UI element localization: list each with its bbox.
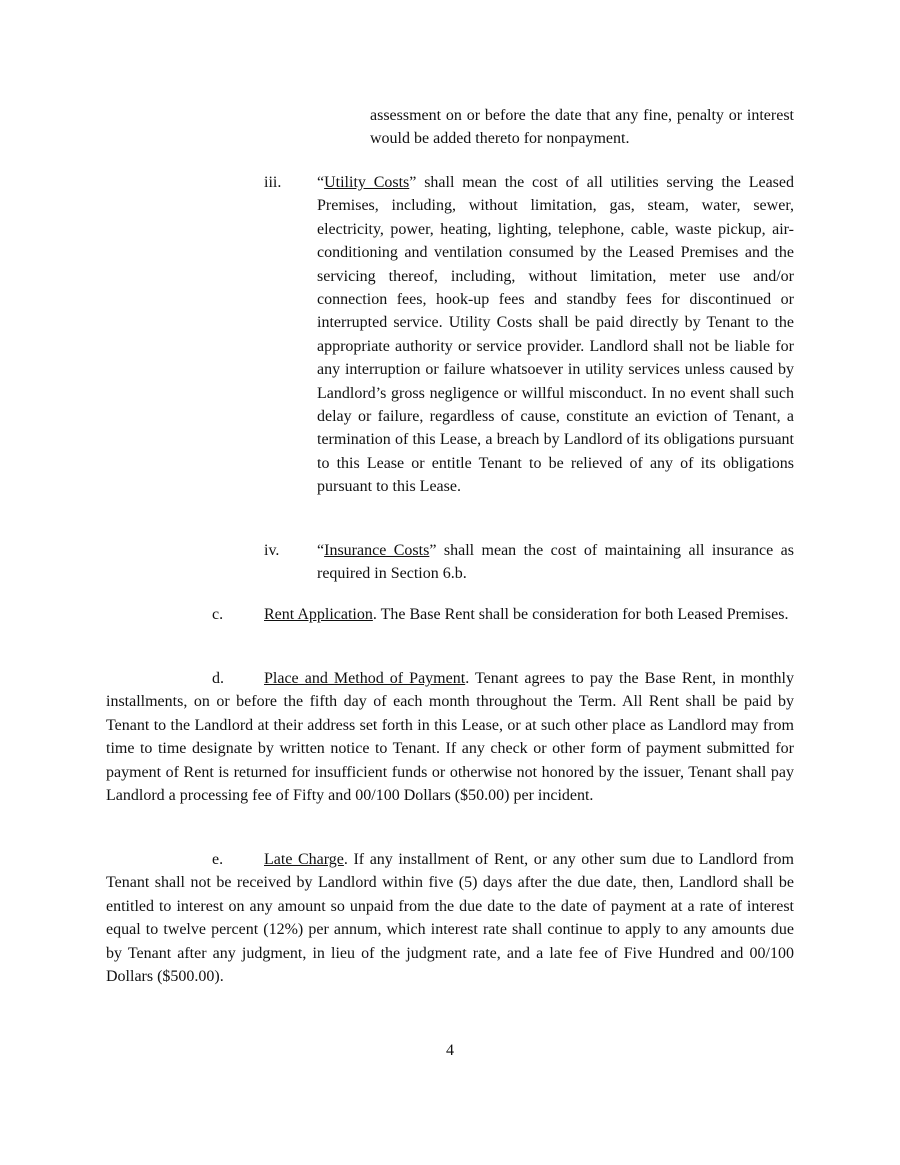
item-iv-insurance-costs xyxy=(317,539,794,586)
item-iii-utility-costs xyxy=(317,171,794,499)
item-iv-numeral: iv. xyxy=(264,542,280,559)
page-number: 4 xyxy=(446,1042,454,1059)
defined-term-utility-costs: Utility Costs xyxy=(324,174,410,191)
paragraph-e-body: . If any installment of Rent, or any other sum due to Landlord from Tenant shall not be received by Landlord within five (5) days after the due date, then, Landlord shall be entitled to interest on any amount so unpaid from the due date to the date of payment at a rate of interest equal to twelve percent (12%) per annum, which interest rate shall continue to apply to any amounts due by Tenant after any judgment, in lieu of the judgment rate, and a late fee of Five Hundred and 00/100 Dollars ($500.00). xyxy=(106,851,794,986)
continuation-text: assessment on or before the date that any fine, penalty or interest would be added thereto for nonpayment. xyxy=(370,107,794,148)
paragraph-e-letter: e. xyxy=(212,851,224,868)
open-quote: “ xyxy=(317,542,325,559)
paragraph-c-letter: c. xyxy=(212,606,224,623)
paragraph-c-body: . The Base Rent shall be consideration for both Leased Premises. xyxy=(372,606,789,623)
item-iii-body: ” shall mean the cost of all utilities serving the Leased Premises, including, without limitation, gas, steam, water, sewer, electricity, power, heating, lighting, telephone, cable, waste pickup, air-conditioning and ventilation consumed by the Leased Premises and the servicing thereof, including, without limitation, meter use and/or connection fees, hook-up fees and standby fees for discontinued or interrupted service. Utility Costs shall be paid directly by Tenant to the appropriate authority or service provider. Landlord shall not be liable for any interruption or failure whatsoever in utility services unless caused by Landlord’s gross negligence or willful misconduct. In no event shall such delay or failure, regardless of cause, constitute an eviction of Tenant, a termination of this Lease, a breach by Landlord of its obligations pursuant to this Lease or entitle Tenant to be relieved of any of its obligations pursuant to this Lease. xyxy=(317,174,794,496)
item-iii-numeral: iii. xyxy=(264,174,282,191)
open-quote: “ xyxy=(317,174,325,191)
paragraph-d-heading: Place and Method of Payment xyxy=(264,670,466,687)
paragraph-d-letter: d. xyxy=(212,670,224,687)
paragraph-d-place-and-method-of-payment xyxy=(106,667,794,807)
paragraph-c-rent-application xyxy=(106,603,794,626)
paragraph-c-heading: Rent Application xyxy=(264,606,373,623)
paragraph-e-late-charge xyxy=(106,848,794,988)
item-iv-body: ” shall mean the cost of maintaining all insurance as required in Section 6.b. xyxy=(317,542,794,583)
defined-term-insurance-costs: Insurance Costs xyxy=(324,542,430,559)
paragraph-d-body: . Tenant agrees to pay the Base Rent, in monthly installments, on or before the fifth day of each month throughout the Term. All Rent shall be paid by Tenant to the Landlord at their address set forth in this Lease, or at such other place as Landlord may from time to time designate by written notice to Tenant. If any check or other form of payment submitted for payment of Rent is returned for insufficient funds or otherwise not honored by the issuer, Tenant shall pay Landlord a processing fee of Fifty and 00/100 Dollars ($50.00) per incident. xyxy=(106,670,795,805)
paragraph-e-heading: Late Charge xyxy=(264,851,344,868)
